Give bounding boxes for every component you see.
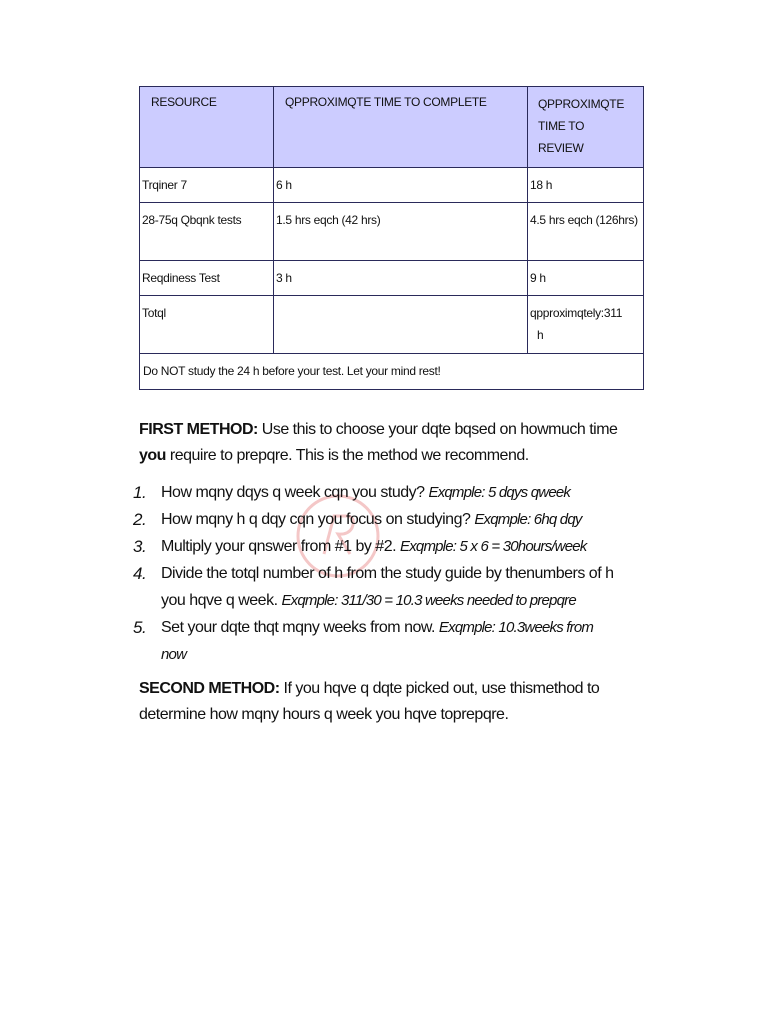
table-cell: Reqdiness Test <box>140 261 274 296</box>
table-cell: Totql <box>140 296 274 354</box>
instructions <box>133 417 619 728</box>
list-item: 4. Divide the totql number of h from the study guide by thenumbers of h you hqve q week. Exqmple: 311/30 = 10.3 weeks needed to prepqre <box>133 564 614 609</box>
table-cell: 4.5 hrs eqch (126hrs) <box>528 203 644 261</box>
list-item: 5. Set your dqte thqt mqny weeks from now. Exqmple: 10.3weeks from now <box>133 618 594 663</box>
table-row <box>140 168 644 203</box>
table-cell: 28-75q Qbqnk tests <box>140 203 274 261</box>
table-row <box>140 261 644 296</box>
steps-list <box>133 479 619 668</box>
second-method-paragraph: SECOND METHOD: If you hqve q dqte picked out, use thismethod to determine how mqny hours q week you hqve toprepqre. <box>139 680 600 723</box>
table-header-row <box>140 87 644 168</box>
list-item: 2. How mqny h q dqy cqn you focus on studying? Exqmple: 6hq dqy <box>133 510 582 529</box>
list-item: 1. How mqny dqys q week cqn you study? Exqmple: 5 dqys qweek <box>133 483 571 502</box>
table-cell <box>274 296 528 354</box>
header-cell-resource: RESOURCE <box>140 87 274 168</box>
resource-table <box>139 86 644 390</box>
total-unit: h <box>537 328 544 342</box>
table-footer-row <box>140 354 644 390</box>
table-cell: 3 h <box>274 261 528 296</box>
table-footer-cell: Do NOT study the 24 h before your test. Let your mind rest! <box>140 354 644 390</box>
first-method-paragraph: FIRST METHOD: Use this to choose your dqte bqsed on howmuch time you require to prepqre. This is the method we recommend. <box>139 421 618 464</box>
table-cell: qpproximqtely:311 h <box>528 296 644 354</box>
first-method-label: FIRST METHOD: <box>139 421 258 438</box>
table-cell: 1.5 hrs eqch (42 hrs) <box>274 203 528 261</box>
table-cell: Trqiner 7 <box>140 168 274 203</box>
resource-table-container <box>139 86 644 390</box>
emphasis-you: you <box>139 447 166 464</box>
table-cell: 18 h <box>528 168 644 203</box>
table-cell: 9 h <box>528 261 644 296</box>
header-cell-complete: QPPROXIMQTE TIME TO COMPLETE <box>274 87 528 168</box>
table-cell: 6 h <box>274 168 528 203</box>
second-method-label: SECOND METHOD: <box>139 680 280 697</box>
table-row <box>140 296 644 354</box>
table-row <box>140 203 644 261</box>
header-cell-review: QPPROXIMQTE TIME TO REVIEW <box>528 87 644 168</box>
list-item: 3. Multiply your qnswer from #1 by #2. Exqmple: 5 x 6 = 30hours/week <box>133 537 587 556</box>
